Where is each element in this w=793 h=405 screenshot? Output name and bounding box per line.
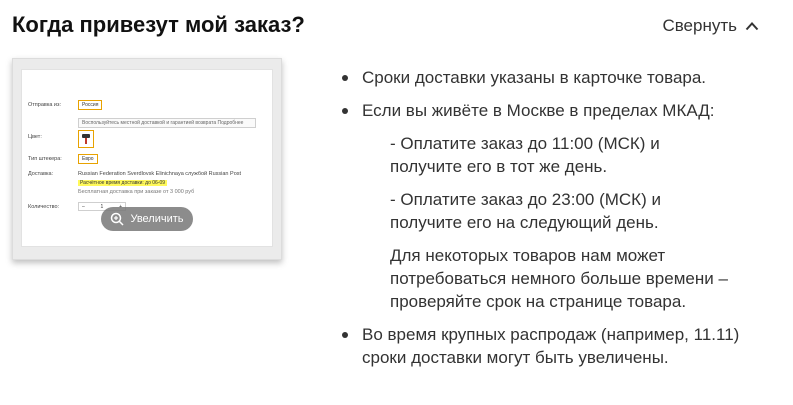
hair-dryer-icon xyxy=(79,131,93,147)
free-shipping-note: Бесплатная доставка при заказе от 3 000 руб xyxy=(78,189,195,195)
sub-item: - Оплатите заказ до 11:00 (МСК) и получите его в тот же день. xyxy=(390,134,660,176)
collapse-button[interactable] xyxy=(662,16,759,36)
plug-type-label: Тип штекера: xyxy=(28,156,62,162)
bullet-icon xyxy=(342,75,348,81)
list-item-text: Во время крупных распродаж (например, 11.11) сроки доставки могут быть увеличены. xyxy=(362,325,740,367)
zoom-label: Увеличить xyxy=(130,213,184,225)
zoom-button[interactable] xyxy=(101,207,193,231)
color-label: Цвет: xyxy=(28,134,42,140)
list-item-text: Сроки доставки указаны в карточке товара. xyxy=(362,68,707,87)
delivery-info-list xyxy=(340,66,780,369)
delivery-estimate: Расчётное время доставки: до 06-09 xyxy=(80,180,166,186)
local-delivery-hint: Воспользуйтесь местной доставкой и гарантией возврата Подробнее xyxy=(78,118,256,128)
list-item xyxy=(340,99,780,313)
delivery-label: Доставка: xyxy=(28,171,54,177)
minus-icon: – xyxy=(82,203,85,210)
ship-from-value: Россия xyxy=(78,100,102,110)
collapse-label: Свернуть xyxy=(662,16,737,35)
zoom-in-icon xyxy=(110,212,124,226)
list-item xyxy=(340,66,780,89)
sub-item: - Оплатите заказ до 23:00 (МСК) и получите его на следующий день. xyxy=(390,190,661,232)
plug-type-value: Евро xyxy=(78,154,98,164)
bullet-icon xyxy=(342,332,348,338)
list-item-text: Если вы живёте в Москве в пределах МКАД: xyxy=(362,101,715,120)
list-item xyxy=(340,323,780,369)
product-card-screenshot[interactable] xyxy=(12,58,282,260)
quantity-label: Количество: xyxy=(28,204,60,210)
sub-item: Для некоторых товаров нам может потребоваться немного больше времени – проверяйте срок на странице товара. xyxy=(390,246,728,311)
color-swatch xyxy=(78,130,94,148)
quantity-value: 1 xyxy=(100,203,104,210)
faq-question-title: Когда привезут мой заказ? xyxy=(12,12,305,37)
delivery-method: Russian Federation Sverdlovsk Elinichnaya службой Russian Post xyxy=(78,171,242,177)
ship-from-label: Отправка из: xyxy=(28,102,62,108)
bullet-icon xyxy=(342,108,348,114)
chevron-up-icon xyxy=(745,21,759,31)
